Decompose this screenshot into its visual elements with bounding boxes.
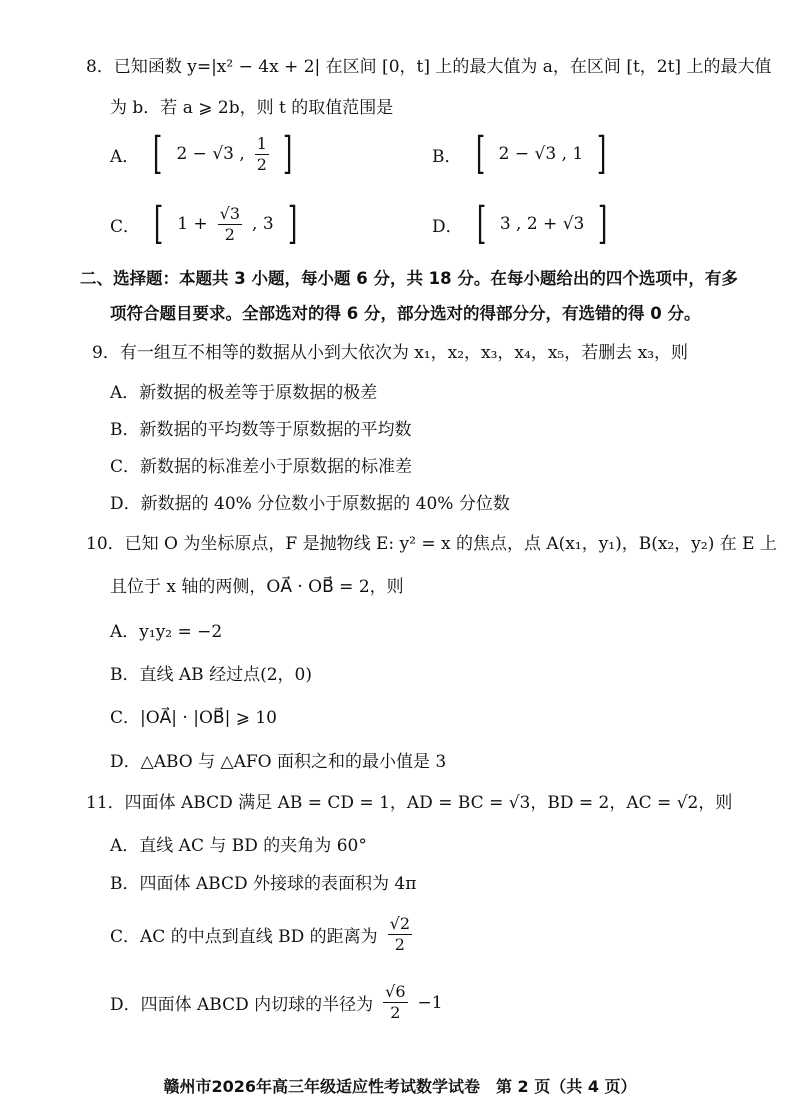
right-bracket: ] (287, 198, 297, 249)
q8-stem-line1: 8．已知函数 y=|x² − 4x + 2| 在区间 [0，t] 上的最大值为 a，在区间 [t，2t] 上的最大值 (86, 57, 772, 77)
q11-option-d-tail: −1 (417, 992, 443, 1013)
q11-option-a: A．直线 AC 与 BD 的夹角为 60° (110, 836, 367, 856)
q10-option-d: D．△ABO 与 △AFO 面积之和的最小值是 3 (110, 752, 447, 772)
page-footer: 赣州市2026年高三年级适应性考试数学试卷 第 2 页（共 4 页） (163, 1077, 637, 1096)
q10-option-b: B．直线 AB 经过点(2，0) (110, 665, 312, 685)
q8-option-d (432, 198, 612, 249)
q10-option-c: C．|OA⃗| · |OB⃗| ⩾ 10 (110, 708, 277, 728)
q11-option-c-fraction (388, 914, 412, 955)
right-bracket: ] (282, 128, 293, 179)
fraction-numerator: √2 (389, 914, 410, 933)
left-bracket: [ (475, 128, 485, 179)
right-bracket: ] (598, 198, 608, 249)
fraction-denominator: 2 (224, 224, 235, 244)
q10-option-a: A．y₁y₂ = −2 (110, 622, 223, 642)
q8-stem-line2: 为 b．若 a ⩾ 2b，则 t 的取值范围是 (110, 98, 394, 118)
q11-option-d (110, 982, 443, 1023)
q8-option-c-fraction (218, 204, 242, 245)
q8-option-c (110, 198, 301, 249)
q11-option-c (110, 914, 412, 955)
q9-option-b: B．新数据的平均数等于原数据的平均数 (110, 420, 412, 440)
q11-stem: 11．四面体 ABCD 满足 AB = CD = 1，AD = BC = √3，BD = 2，AC = √2，则 (86, 793, 733, 813)
q8-option-c-left: 1 + (177, 214, 208, 234)
q8-option-d-expr: 3 , 2 + √3 (499, 214, 585, 234)
q8-option-d-label: D． (432, 216, 463, 237)
q9-stem: 9．有一组互不相等的数据从小到大依次为 x₁，x₂，x₃，x₄，x₅，若删去 x₃，则 (92, 343, 689, 363)
q9-option-a: A．新数据的极差等于原数据的极差 (110, 383, 378, 403)
section2-instructions-line2: 项符合题目要求。全部选对的得 6 分，部分选对的得部分分，有选错的得 0 分。 (110, 304, 701, 323)
fraction-denominator: 2 (256, 154, 267, 174)
left-bracket: [ (153, 128, 163, 179)
q10-stem-line2: 且位于 x 轴的两侧，OA⃗ · OB⃗ = 2，则 (110, 577, 404, 597)
q8-option-a-fraction (255, 134, 269, 175)
q8-option-b-expr: 2 − √3 , 1 (498, 144, 584, 164)
section2-instructions-line1: 二、选择题：本题共 3 小题，每小题 6 分，共 18 分。在每小题给出的四个选项中，有多 (80, 269, 738, 288)
q11-option-d-fraction (383, 982, 407, 1023)
q8-option-a (110, 128, 296, 179)
q11-option-b: B．四面体 ABCD 外接球的表面积为 4π (110, 874, 417, 894)
q8-option-a-left: 2 − √3 , (176, 144, 245, 164)
left-bracket: [ (476, 198, 486, 249)
q11-option-d-text: D．四面体 ABCD 内切球的半径为 (110, 995, 374, 1015)
left-bracket: [ (153, 198, 164, 249)
q10-stem-line1: 10．已知 O 为坐标原点，F 是抛物线 E: y² = x 的焦点，点 A(x₁，y₁)，B(x₂，y₂) 在 E 上 (86, 534, 777, 554)
right-bracket: ] (597, 128, 607, 179)
q9-option-c: C．新数据的标准差小于原数据的标准差 (110, 457, 413, 477)
q8-option-c-right: , 3 (252, 214, 274, 234)
fraction-denominator: 2 (394, 935, 405, 954)
q8-option-c-label: C． (110, 216, 141, 237)
fraction-numerator: √6 (385, 982, 406, 1001)
q8-option-a-label: A． (110, 146, 140, 167)
q8-option-b-label: B． (432, 146, 462, 167)
fraction-numerator: √3 (219, 203, 241, 223)
fraction-denominator: 2 (390, 1003, 401, 1022)
q8-option-b (432, 128, 610, 179)
fraction-numerator: 1 (256, 133, 267, 153)
q9-option-d: D．新数据的 40% 分位数小于原数据的 40% 分位数 (110, 494, 510, 514)
q11-option-c-text: C．AC 的中点到直线 BD 的距离为 (110, 927, 378, 947)
